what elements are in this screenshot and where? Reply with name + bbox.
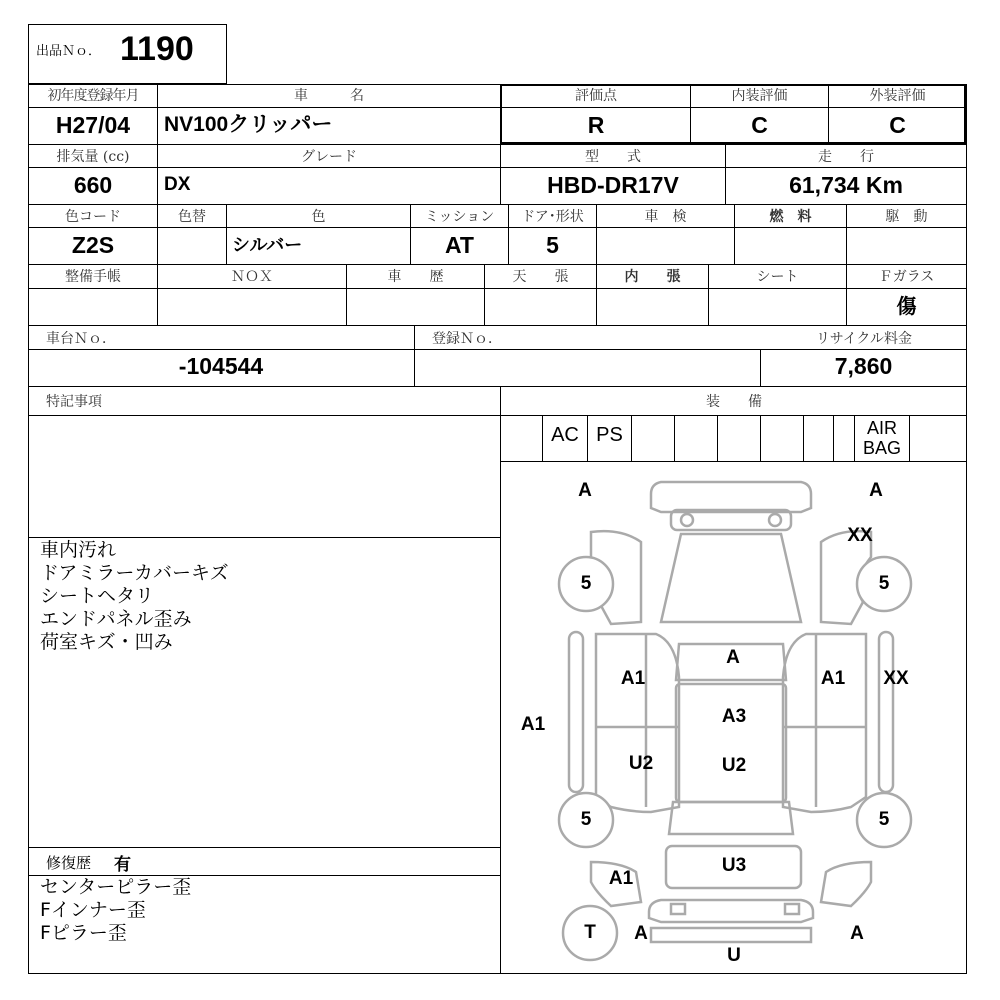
lot-label: 出品Ｎｏ． — [36, 44, 102, 59]
model-code: HBD-DR17V — [547, 172, 679, 198]
lot-number: 1190 — [120, 30, 194, 68]
mileage-header: 走 行 — [818, 149, 874, 165]
mileage: 61,734 Km — [789, 172, 903, 198]
chassis-number: -104544 — [178, 353, 264, 379]
mission: AT — [445, 232, 474, 258]
repair-history-label: 修復歴 — [46, 854, 92, 872]
door-count: 5 — [546, 232, 559, 258]
model-header: 型 式 — [585, 149, 641, 165]
ceiling-header: 天 張 — [512, 269, 569, 285]
fuel-header: 燃 料 — [769, 209, 812, 225]
damage-mark-rear-door-left: U2 — [628, 753, 654, 774]
damage-mark-roof-rear: U2 — [721, 755, 747, 776]
year-header: 初年度登録年月 — [47, 88, 139, 104]
tire-front-left: 5 — [580, 573, 592, 594]
remark-item: 荷室キズ・凹み — [40, 631, 173, 653]
remark-item: 車内汚れ — [40, 539, 117, 561]
color-header: 色 — [311, 209, 326, 225]
f-glass-value: 傷 — [896, 294, 917, 318]
exterior-score-header: 外装評価 — [869, 88, 926, 104]
grade: DX — [164, 174, 191, 195]
repair-item: センターピラー歪 — [40, 876, 192, 898]
damage-mark-front-left: A — [578, 480, 592, 501]
equipment-row — [501, 416, 967, 461]
maintenance-header: 整備手帳 — [65, 269, 121, 285]
equipment-ps: PS — [596, 424, 623, 446]
displacement-header: 排気量 (cc) — [56, 149, 130, 165]
damage-mark-roof-mid: A3 — [721, 706, 747, 727]
color-code: Z2S — [71, 232, 115, 258]
interior-trim-header: 内 張 — [624, 269, 681, 285]
repair-item: Fインナー歪 — [40, 899, 146, 921]
exterior-score: C — [889, 112, 906, 138]
f-glass-header: Ｆガラス — [878, 269, 935, 285]
equipment-header: 装 備 — [706, 394, 762, 410]
spare-tire: T — [584, 922, 596, 943]
seat-header: シート — [756, 269, 799, 285]
damage-mark-rear-right: A — [850, 923, 864, 944]
remarks-list — [40, 539, 490, 654]
notes-header: 特記事項 — [46, 394, 102, 410]
color: シルバー — [232, 235, 303, 255]
recycle-fee: 7,860 — [834, 353, 893, 379]
interior-score-header: 内装評価 — [731, 88, 788, 104]
equipment-ac: AC — [551, 424, 579, 446]
damage-mark-cargo: U3 — [721, 855, 747, 876]
damage-mark-side-right: XX — [883, 668, 909, 689]
remark-item: ドアミラーカバーキズ — [40, 562, 229, 584]
inspection-header: 車 検 — [644, 209, 687, 225]
repair-history-value: 有 — [114, 855, 131, 875]
chassis-header: 車台Ｎｏ． — [46, 331, 116, 347]
history-header: 車 歴 — [387, 269, 444, 285]
recycle-header: リサイクル料金 — [815, 331, 913, 347]
car-name-header: 車 名 — [294, 88, 364, 104]
damage-mark-rear-quarter-left: A1 — [608, 868, 634, 889]
repaint-header: 色替 — [178, 209, 206, 225]
remark-item: シートヘタリ — [40, 585, 155, 607]
car-name: NV100クリッパー — [164, 113, 333, 136]
displacement: 660 — [73, 172, 113, 198]
color-code-header: 色コード — [65, 209, 121, 225]
remark-item: エンドパネル歪み — [40, 608, 192, 630]
mission-header: ミッション — [424, 209, 495, 225]
damage-mark-fender-right: XX — [847, 525, 873, 546]
damage-mark-rear-bumper: U — [727, 945, 741, 966]
tire-front-right: 5 — [878, 573, 890, 594]
damage-mark-door-left: A1 — [620, 668, 646, 689]
tire-rear-left: 5 — [580, 809, 592, 830]
damage-mark-front-right: A — [869, 480, 883, 501]
damage-mark-side-left: A1 — [520, 714, 546, 735]
drive-header: 駆 動 — [885, 209, 928, 225]
reg-header: 登録Ｎｏ． — [432, 331, 502, 347]
damage-mark-door-right: A1 — [820, 668, 846, 689]
interior-score: C — [751, 112, 768, 138]
damage-mark-roof-front: A — [726, 647, 740, 668]
repair-item: Fピラー歪 — [40, 922, 127, 944]
damage-mark-rear-left: A — [634, 923, 648, 944]
score-header: 評価点 — [575, 88, 617, 104]
tire-rear-right: 5 — [878, 809, 890, 830]
repairs-list — [40, 876, 490, 945]
nox-header: ＮＯＸ — [231, 269, 273, 285]
grade-header: グレード — [301, 149, 357, 165]
overall-score: R — [587, 112, 605, 138]
equipment-airbag: AIR BAG — [862, 418, 901, 458]
first-registration: H27/04 — [55, 112, 131, 138]
door-header: ドア･形状 — [521, 209, 584, 225]
